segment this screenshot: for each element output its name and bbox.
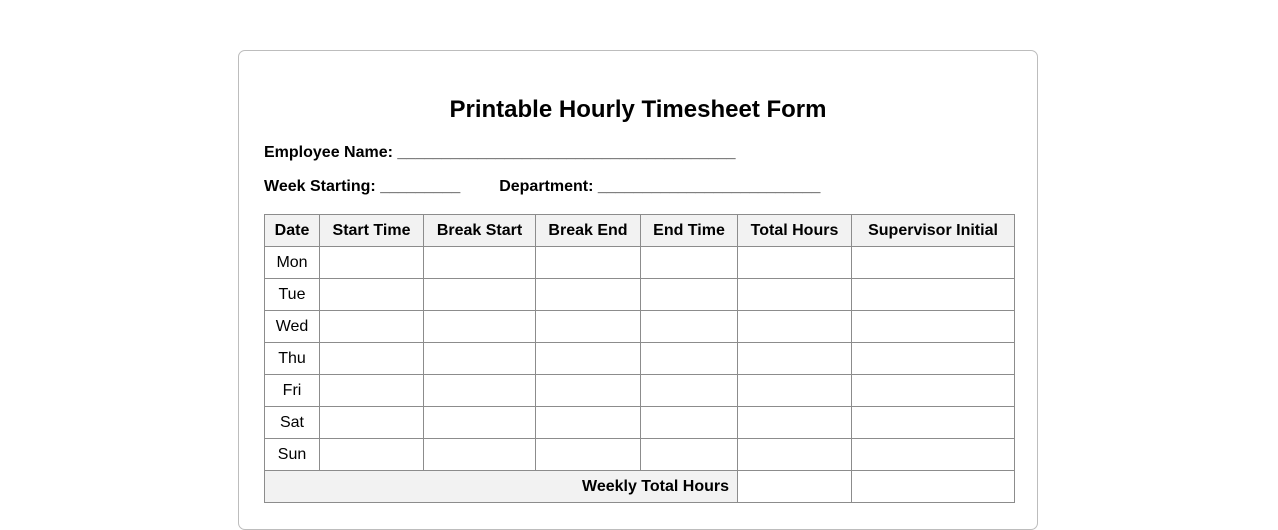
total-hours-cell[interactable] xyxy=(738,439,852,471)
week-starting-blank[interactable]: _________ xyxy=(380,178,461,195)
supervisor-initial-cell[interactable] xyxy=(852,311,1015,343)
break-end-cell[interactable] xyxy=(536,407,641,439)
weekly-total-row xyxy=(265,471,1015,503)
end-time-cell[interactable] xyxy=(641,407,738,439)
start-time-cell[interactable] xyxy=(320,247,424,279)
end-time-cell[interactable] xyxy=(641,279,738,311)
break-start-cell[interactable] xyxy=(424,279,536,311)
supervisor-initial-cell[interactable] xyxy=(852,247,1015,279)
end-time-cell[interactable] xyxy=(641,311,738,343)
table-row xyxy=(265,375,1015,407)
break-start-cell[interactable] xyxy=(424,247,536,279)
break-end-cell[interactable] xyxy=(536,247,641,279)
break-start-cell[interactable] xyxy=(424,311,536,343)
employee-name-label: Employee Name: xyxy=(264,144,393,161)
break-end-cell[interactable] xyxy=(536,375,641,407)
day-cell: Sat xyxy=(265,407,320,439)
break-end-cell[interactable] xyxy=(536,439,641,471)
supervisor-initial-cell[interactable] xyxy=(852,439,1015,471)
break-start-cell[interactable] xyxy=(424,343,536,375)
start-time-cell[interactable] xyxy=(320,311,424,343)
week-starting-label: Week Starting: xyxy=(264,178,376,195)
table-row xyxy=(265,311,1015,343)
day-cell: Tue xyxy=(265,279,320,311)
header-supervisor-initial: Supervisor Initial xyxy=(852,215,1015,247)
employee-name-row xyxy=(264,144,736,162)
day-cell: Sun xyxy=(265,439,320,471)
break-start-cell[interactable] xyxy=(424,407,536,439)
start-time-cell[interactable] xyxy=(320,375,424,407)
total-hours-cell[interactable] xyxy=(738,247,852,279)
table-row xyxy=(265,407,1015,439)
end-time-cell[interactable] xyxy=(641,375,738,407)
total-hours-cell[interactable] xyxy=(738,311,852,343)
header-date: Date xyxy=(265,215,320,247)
break-end-cell[interactable] xyxy=(536,279,641,311)
header-break-end: Break End xyxy=(536,215,641,247)
day-cell: Fri xyxy=(265,375,320,407)
table-header-row xyxy=(265,215,1015,247)
break-start-cell[interactable] xyxy=(424,439,536,471)
header-break-start: Break Start xyxy=(424,215,536,247)
form-title: Printable Hourly Timesheet Form xyxy=(449,96,827,123)
total-hours-cell[interactable] xyxy=(738,279,852,311)
department-label: Department: xyxy=(499,178,594,195)
break-end-cell[interactable] xyxy=(536,343,641,375)
start-time-cell[interactable] xyxy=(320,407,424,439)
total-hours-cell[interactable] xyxy=(738,407,852,439)
table-row xyxy=(265,279,1015,311)
department-field xyxy=(499,178,820,196)
supervisor-initial-cell[interactable] xyxy=(852,279,1015,311)
supervisor-initial-cell[interactable] xyxy=(852,407,1015,439)
week-department-row xyxy=(264,178,820,196)
table-row xyxy=(265,247,1015,279)
table-row xyxy=(265,439,1015,471)
weekly-total-label: Weekly Total Hours xyxy=(265,471,738,503)
end-time-cell[interactable] xyxy=(641,343,738,375)
employee-name-blank[interactable]: ______________________________________ xyxy=(397,144,736,161)
timesheet-form xyxy=(238,50,1038,530)
end-time-cell[interactable] xyxy=(641,247,738,279)
weekly-total-hours-cell[interactable] xyxy=(738,471,852,503)
table-row xyxy=(265,343,1015,375)
start-time-cell[interactable] xyxy=(320,439,424,471)
timesheet-table xyxy=(264,214,1015,503)
break-start-cell[interactable] xyxy=(424,375,536,407)
header-start-time: Start Time xyxy=(320,215,424,247)
day-cell: Thu xyxy=(265,343,320,375)
department-blank[interactable]: _________________________ xyxy=(597,178,821,195)
header-total-hours: Total Hours xyxy=(738,215,852,247)
total-hours-cell[interactable] xyxy=(738,343,852,375)
supervisor-initial-cell[interactable] xyxy=(852,343,1015,375)
weekly-total-initial-cell[interactable] xyxy=(852,471,1015,503)
start-time-cell[interactable] xyxy=(320,343,424,375)
total-hours-cell[interactable] xyxy=(738,375,852,407)
day-cell: Mon xyxy=(265,247,320,279)
end-time-cell[interactable] xyxy=(641,439,738,471)
break-end-cell[interactable] xyxy=(536,311,641,343)
header-end-time: End Time xyxy=(641,215,738,247)
supervisor-initial-cell[interactable] xyxy=(852,375,1015,407)
week-starting-field xyxy=(264,178,460,196)
day-cell: Wed xyxy=(265,311,320,343)
start-time-cell[interactable] xyxy=(320,279,424,311)
